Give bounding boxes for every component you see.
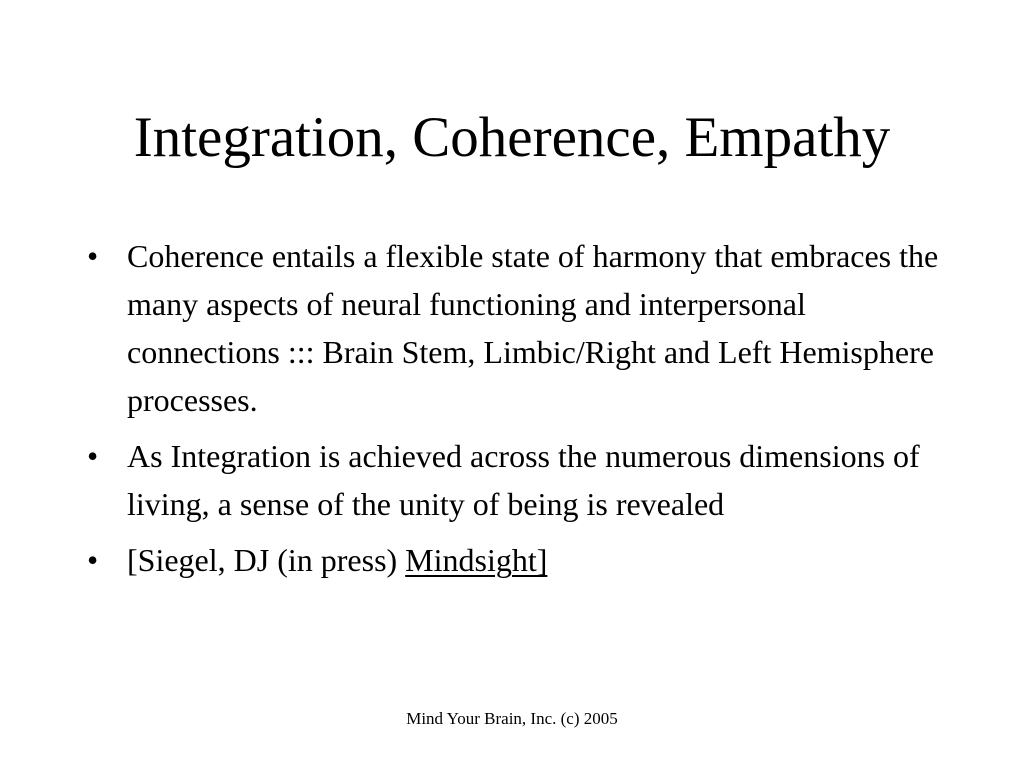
bullet-dot-icon: • [87,238,99,274]
slide-title: Integration, Coherence, Empathy [133,106,891,169]
bullet-dot-icon: • [87,438,99,474]
bullet-item-citation [82,536,942,584]
bullet-text: Coherence entails a flexible state of harmony that embraces the many aspects of neural functioning and interpersonal connections ::: Brain Stem, Limbic/Right and Left Hemisphere processes. [127,238,939,418]
citation-text: [Siegel, DJ (in press) [127,542,406,578]
bullet-item-coherence [82,232,942,424]
bullet-list [82,232,942,592]
bullet-dot-icon: • [87,542,99,578]
bullet-item-integration [82,432,942,528]
slide-footer: Mind Your Brain, Inc. (c) 2005 [406,709,618,728]
citation-book-title: Mindsight] [405,542,548,578]
bullet-text: As Integration is achieved across the numerous dimensions of living, a sense of the unity of being is revealed [127,438,920,522]
